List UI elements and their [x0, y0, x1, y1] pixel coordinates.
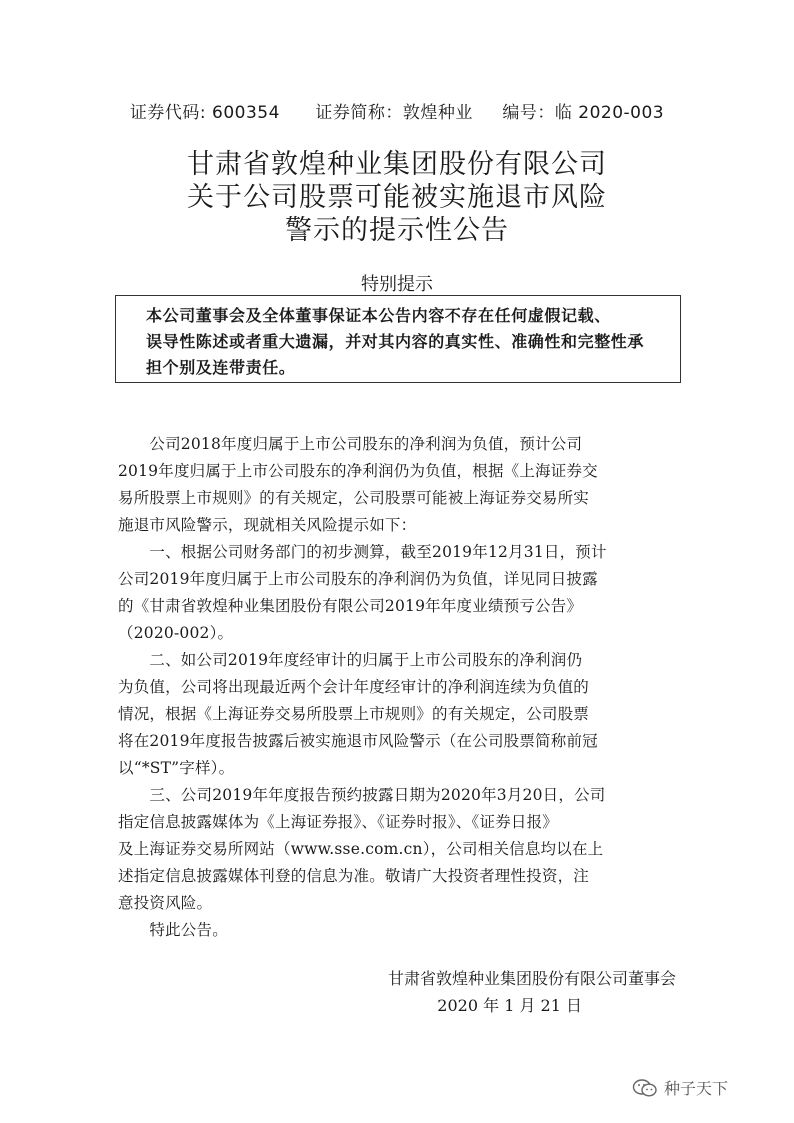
special-notice-heading: 特别提示	[361, 274, 433, 295]
wechat-icon	[632, 1078, 658, 1098]
watermark-text: 种子天下	[664, 1079, 729, 1098]
body-line: 将在2019年度报告披露后被实施退市风险警示（在公司股票简称前冠	[118, 732, 598, 750]
body-line: 2019年度归属于上市公司股东的净利润仍为负值，根据《上海证券交	[118, 462, 598, 480]
document-title	[0, 148, 794, 247]
signature-company: 甘肃省敦煌种业集团股份有限公司董事会	[387, 969, 676, 988]
body-line: 指定信息披露媒体为《上海证券报》、《证券时报》、《证券日报》	[118, 813, 559, 831]
body-line: 公司2018年度归属于上市公司股东的净利润为负值，预计公司	[118, 435, 583, 453]
body-line: 以“*ST”字样）。	[118, 759, 235, 777]
document-header	[0, 98, 794, 123]
body-line: 为负值，公司将出现最近两个会计年度经审计的净利润连续为负值的	[118, 678, 590, 696]
signature-block	[0, 965, 676, 1019]
watermark	[632, 1076, 728, 1099]
body-line: 意投资风险。	[118, 894, 213, 912]
notice-line: 误导性陈述或者重大遗漏，并对其内容的真实性、准确性和完整性承	[146, 332, 645, 351]
body-line: 公司2019年度归属于上市公司股东的净利润仍为负值，详见同日披露	[118, 570, 598, 588]
body-line: 特此公告。	[118, 921, 228, 939]
body-line: 述指定信息披露媒体刊登的信息为准。敬请广大投资者理性投资，注	[118, 867, 590, 885]
body-line: 一、根据公司财务部门的初步测算，截至2019年12月31日，预计	[118, 543, 607, 561]
announcement-body	[118, 431, 690, 944]
body-line: 的《甘肃省敦煌种业集团股份有限公司2019年年度业绩预亏公告》	[118, 597, 583, 615]
special-notice-box	[115, 295, 681, 383]
announcement-number: 编号：临 2020-003	[502, 103, 665, 123]
body-line: 三、公司2019年年度报告预约披露日期为2020年3月20日，公司	[118, 786, 606, 804]
body-line: 二、如公司2019年度经审计的归属于上市公司股东的净利润仍	[118, 651, 583, 669]
stock-code: 证券代码: 600354	[129, 103, 280, 123]
title-line-1: 甘肃省敦煌种业集团股份有限公司	[187, 149, 607, 180]
body-line: 施退市风险警示，现就相关风险提示如下：	[118, 516, 417, 534]
body-line: 情况，根据《上海证券交易所股票上市规则》的有关规定，公司股票	[118, 705, 590, 723]
body-line: 及上海证券交易所网站（www.sse.com.cn），公司相关信息均以在上	[118, 840, 604, 858]
body-line: （2020-002）。	[118, 624, 234, 642]
stock-short-name: 证券简称：敦煌种业	[315, 103, 473, 123]
notice-line: 本公司董事会及全体董事保证本公告内容不存在任何虚假记载、	[146, 306, 611, 325]
body-line: 易所股票上市规则》的有关规定，公司股票可能被上海证券交易所实	[118, 489, 590, 507]
title-line-3: 警示的提示性公告	[285, 215, 509, 246]
signature-date: 2020 年 1 月 21 日	[437, 996, 582, 1015]
notice-line: 担个别及连带责任。	[146, 358, 296, 377]
title-line-2: 关于公司股票可能被实施退市风险	[187, 182, 607, 213]
